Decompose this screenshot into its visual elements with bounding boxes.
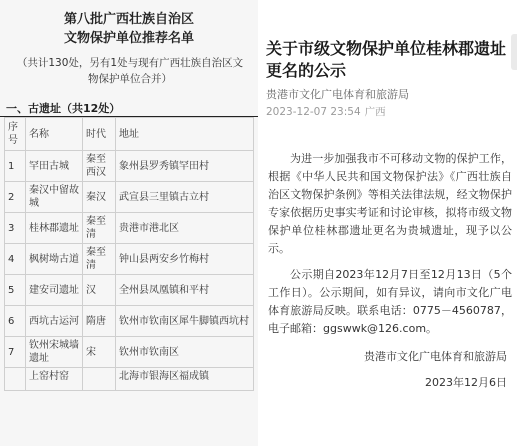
row-number: 5 bbox=[5, 275, 26, 306]
row-address: 钟山县两安乡竹梅村 bbox=[116, 244, 254, 275]
table-row bbox=[5, 182, 254, 213]
row-number: 4 bbox=[5, 244, 26, 275]
row-name: 秦汉中留故城 bbox=[26, 182, 83, 213]
article-region: 广西 bbox=[364, 106, 386, 118]
row-era: 汉 bbox=[83, 275, 116, 306]
row-number: 1 bbox=[5, 151, 26, 182]
row-name: 罕田古城 bbox=[26, 151, 83, 182]
document-title-line2: 文物保护单位推荐名单 bbox=[63, 31, 194, 46]
row-era: 宋 bbox=[83, 337, 116, 368]
row-number bbox=[5, 368, 26, 391]
article-source[interactable]: 贵港市文化广电体育和旅游局 bbox=[266, 88, 409, 101]
article-title: 关于市级文物保护单位桂林郡遗址更名的公示 bbox=[266, 39, 507, 80]
document-note: （共计130处，另有1处与现有广西壮族自治区文物保护单位合并） bbox=[16, 57, 244, 85]
header-number: 序号 bbox=[5, 118, 26, 151]
row-address: 全州县凤凰镇和平村 bbox=[116, 275, 254, 306]
document-title-line1: 第八批广西壮族自治区 bbox=[63, 12, 194, 27]
row-name: 枫树坳古道 bbox=[26, 244, 83, 275]
row-era: 秦汉 bbox=[83, 182, 116, 213]
row-name: 桂林郡遗址 bbox=[26, 213, 83, 244]
row-era bbox=[83, 368, 116, 391]
table-row bbox=[5, 213, 254, 244]
row-number: 7 bbox=[5, 337, 26, 368]
row-era: 秦至西汉 bbox=[83, 151, 116, 182]
row-address: 钦州市钦南区犀牛脚镇西坑村 bbox=[116, 306, 254, 337]
table-row bbox=[5, 151, 254, 182]
right-article-panel bbox=[258, 0, 517, 446]
header-name: 名称 bbox=[26, 118, 83, 151]
row-address: 象州县罗秀镇罕田村 bbox=[116, 151, 254, 182]
row-era: 秦至清 bbox=[83, 213, 116, 244]
row-name: 钦州宋城墙遗址 bbox=[26, 337, 83, 368]
table-row bbox=[5, 275, 254, 306]
table-row bbox=[5, 306, 254, 337]
row-number: 2 bbox=[5, 182, 26, 213]
row-number: 3 bbox=[5, 213, 26, 244]
article-paragraph-1: 为进一步加强我市不可移动文物的保护工作，根据《中华人民共和国文物保护法》《广西壮族自治区文物保护条例》等相关法律法规，经文物保护专家依据历史事实考证和讨论审核，拟将市级文物保护单位桂林郡遗址更名为贵城遗址，现予以公示。 bbox=[268, 152, 512, 255]
article-signature: 贵港市文化广电体育和旅游局 bbox=[364, 350, 507, 363]
row-number: 6 bbox=[5, 306, 26, 337]
table-row bbox=[5, 337, 254, 368]
article-paragraph-2: 公示期自2023年12月7日至12月13日（5个工作日）。公示期间，如有异议，请向市文化广电体育旅游局反映。联系电话：0775－4560787，电子邮箱：ggswwk@126.com。 bbox=[268, 268, 512, 335]
article-datetime: 2023-12-07 23:54 bbox=[266, 106, 361, 118]
header-era: 时代 bbox=[83, 118, 116, 151]
row-address: 贵港市港北区 bbox=[116, 213, 254, 244]
row-name: 上窑村窑 bbox=[26, 368, 83, 391]
table-row bbox=[5, 368, 254, 391]
table-row bbox=[5, 244, 254, 275]
row-address: 钦州市钦南区 bbox=[116, 337, 254, 368]
row-era: 隋唐 bbox=[83, 306, 116, 337]
row-name: 西坑古运河 bbox=[26, 306, 83, 337]
row-address: 北海市银海区福成镇 bbox=[116, 368, 254, 391]
heritage-list-table bbox=[4, 117, 254, 391]
section-heading: 一、古遗址（共12处） bbox=[6, 102, 121, 115]
article-date: 2023年12月6日 bbox=[425, 376, 507, 389]
row-name: 建安司遗址 bbox=[26, 275, 83, 306]
row-era: 秦至清 bbox=[83, 244, 116, 275]
article-meta bbox=[266, 104, 386, 119]
row-address: 武宣县三里镇古立村 bbox=[116, 182, 254, 213]
left-document-image bbox=[0, 0, 258, 446]
table-header-row bbox=[5, 118, 254, 151]
header-address: 地址 bbox=[116, 118, 254, 151]
